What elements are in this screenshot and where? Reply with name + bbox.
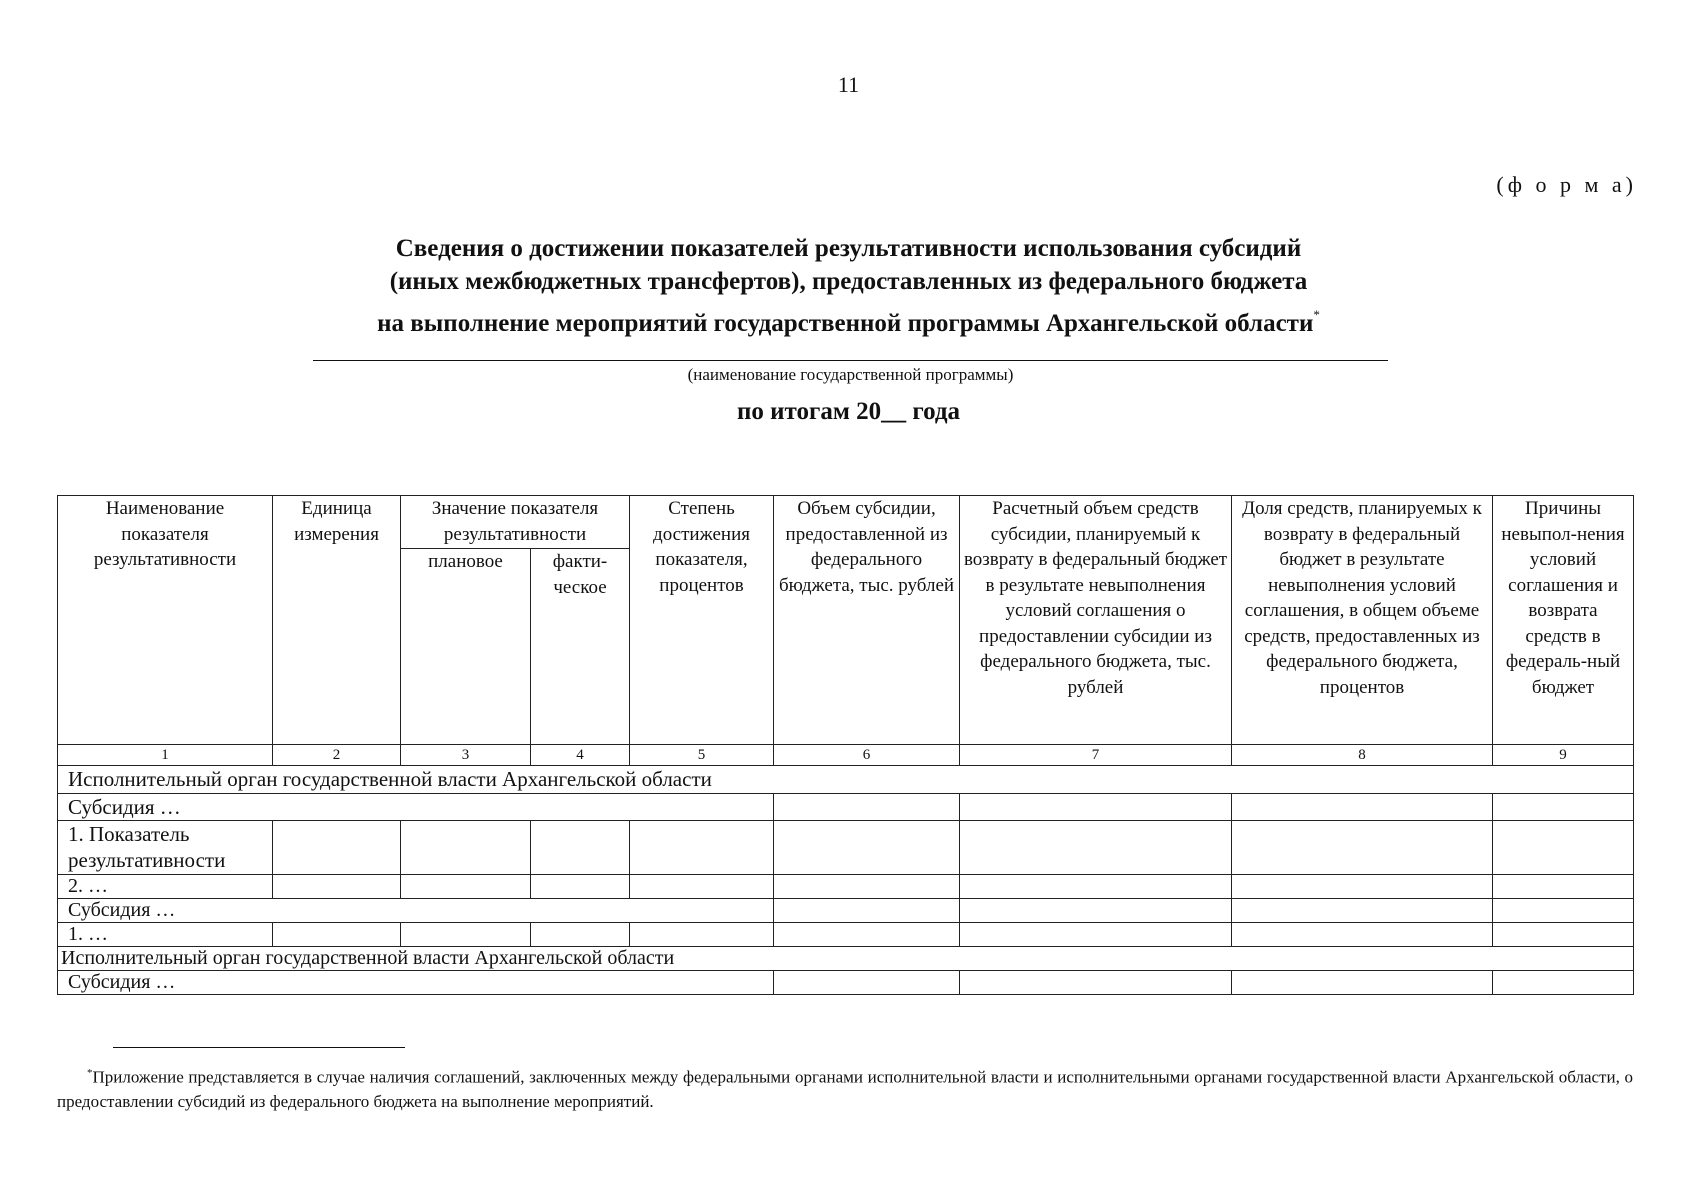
table-cell [774, 821, 960, 875]
table-cell [1232, 875, 1493, 899]
column-number: 8 [1232, 745, 1493, 766]
header-refund-share: Доля средств, планируемых к возврату в федеральный бюджет в результате невыполнения условий соглашения, в общем объеме средств, предоставленных из федерального бюджета, процентов [1232, 496, 1493, 745]
table-cell [401, 821, 531, 875]
table-cell [960, 923, 1232, 947]
table-cell [273, 875, 401, 899]
table-cell [1232, 821, 1493, 875]
table-cell [1232, 794, 1493, 821]
subsidy-row-label: Субсидия … [58, 794, 774, 821]
table-cell [630, 923, 774, 947]
column-number: 9 [1493, 745, 1634, 766]
table-cell [960, 971, 1232, 995]
header-row-1 [58, 496, 1634, 549]
table-cell [1232, 923, 1493, 947]
table-cell [531, 821, 630, 875]
column-number: 5 [630, 745, 774, 766]
table-cell [774, 971, 960, 995]
table-cell [960, 875, 1232, 899]
header-achievement-degree: Степень достижения показателя, процентов [630, 496, 774, 745]
table-cell [774, 923, 960, 947]
table-row [58, 947, 1634, 971]
title-line-3 [0, 298, 1697, 340]
header-indicator-value: Значение показателя результативности [401, 496, 630, 549]
indicator-row-label: 2. … [58, 875, 273, 899]
column-numbers-row [58, 745, 1634, 766]
table-cell [774, 899, 960, 923]
header-subsidy-volume: Объем субсидии, предоставленной из федерального бюджета, тыс. рублей [774, 496, 960, 745]
org-row-label: Исполнительный орган государственной власти Архангельской области [58, 947, 1634, 971]
table-row [58, 971, 1634, 995]
column-number: 4 [531, 745, 630, 766]
table-cell [401, 923, 531, 947]
column-number: 1 [58, 745, 273, 766]
table-row [58, 875, 1634, 899]
table-cell [1493, 794, 1634, 821]
subsidy-row-label: Субсидия … [58, 971, 774, 995]
form-label: (ф о р м а) [1496, 172, 1637, 197]
footnote [57, 1061, 1633, 1114]
column-number: 7 [960, 745, 1232, 766]
table-cell [960, 794, 1232, 821]
subsidy-row-label: Субсидия … [58, 899, 774, 923]
table-cell [630, 875, 774, 899]
table-cell [273, 923, 401, 947]
title-line-2: (иных межбюджетных трансфертов), предоставленных из федерального бюджета [389, 268, 1308, 295]
table-cell [960, 821, 1232, 875]
table-cell [1232, 971, 1493, 995]
header-reasons: Причины невыпол-нения условий соглашения и возврата средств в федераль-ный бюджет [1493, 496, 1634, 745]
table-cell [531, 875, 630, 899]
table-cell [1493, 971, 1634, 995]
column-number: 6 [774, 745, 960, 766]
table-row [58, 794, 1634, 821]
table-cell [1493, 875, 1634, 899]
title-line-3-text: на выполнение мероприятий государственной программы Архангельской области [377, 310, 1314, 337]
page-number: 11 [837, 72, 860, 97]
header-refund-volume: Расчетный объем средств субсидии, планируемый к возврату в федеральный бюджет в результате невыполнения условий соглашения о предоставлении субсидии из федерального бюджета, тыс. рублей [960, 496, 1232, 745]
column-number: 2 [273, 745, 401, 766]
indicator-row-label: 1. … [58, 923, 273, 947]
table-row [58, 821, 1634, 875]
table-cell [774, 794, 960, 821]
table-row [58, 923, 1634, 947]
table-cell [1493, 821, 1634, 875]
header-planned: плановое [401, 549, 531, 745]
indicators-table [57, 495, 1634, 995]
org-row-label: Исполнительный орган государственной власти Архангельской области [58, 766, 1634, 794]
table-cell [1493, 923, 1634, 947]
document-title [0, 232, 1697, 340]
indicator-row-label: 1. Показатель результативности [58, 821, 273, 875]
table-cell [273, 821, 401, 875]
table-row [58, 899, 1634, 923]
header-unit: Единица измерения [273, 496, 401, 745]
table-cell [531, 923, 630, 947]
table-cell [630, 821, 774, 875]
header-actual: факти-ческое [531, 549, 630, 745]
title-footnote-mark: * [1313, 307, 1320, 322]
table-row [58, 766, 1634, 794]
footnote-mark: * [87, 1067, 93, 1079]
table-cell [401, 875, 531, 899]
title-line-1: Сведения о достижении показателей результативности использования субсидий [395, 235, 1302, 262]
table-cell [774, 875, 960, 899]
table-cell [960, 899, 1232, 923]
reporting-period: по итогам 20__ года [736, 398, 961, 425]
footnote-text: Приложение представляется в случае наличия соглашений, заключенных между федеральными органами исполнительной власти и исполнительными органами государственной власти Архангельской области, о предоставлении субсидий из федерального бюджета на выполнение мероприятий. [57, 1067, 1633, 1111]
table-cell [1493, 899, 1634, 923]
column-number: 3 [401, 745, 531, 766]
header-indicator-name: Наименование показателя результативности [58, 496, 273, 745]
program-name-blank-line [313, 360, 1388, 361]
footnote-separator [113, 1047, 405, 1048]
program-name-caption: (наименование государственной программы) [687, 365, 1014, 384]
table-cell [1232, 899, 1493, 923]
